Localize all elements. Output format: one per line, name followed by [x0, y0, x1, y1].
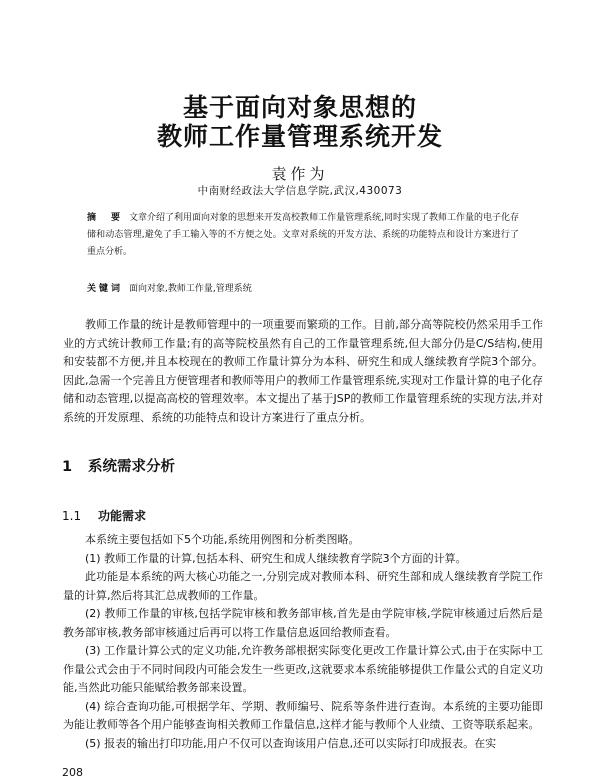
section-title: 系统需求分析 — [88, 459, 175, 475]
abstract-label: 摘 要 — [87, 213, 124, 223]
section-number: 1 — [62, 459, 73, 475]
body-paragraph: 本系统主要包括如下5个功能,系统用例图和分析类图略。 — [85, 533, 360, 546]
subsection-number: 1.1 — [62, 509, 82, 523]
affiliation: 中南财经政法大学信息学院,武汉,430073 — [197, 185, 403, 197]
body-paragraph: (5) 报表的输出打印功能,用户不仅可以查询该用户信息,还可以实际打印成报表。在实 — [85, 736, 497, 750]
keywords — [87, 281, 519, 298]
keywords-text: 面向对象,教师工作量,管理系统 — [129, 284, 252, 294]
subsection-heading — [62, 507, 146, 524]
body-paragraph: (2) 教师工作量的审核,包括学院审核和教务部审核,首先是由学院审核,学院审核通过后然后是教务部审核,教务部审核通过后再可以将工作量信息返回给教师查看。 — [63, 607, 543, 639]
keywords-label: 关键词 — [87, 284, 124, 294]
body-paragraph: (3) 工作量计算公式的定义功能,允许教务部根据实际变化更改工作量计算公式,由于在实际中工作量公式会由于不同时间段内可能会发生一些更改,这就要求本系统能够提供工作量公式的自定义功能,当然此功能只能赋给教务部来设置。 — [63, 644, 543, 694]
title-line-2: 教师工作量管理系统开发 — [156, 122, 443, 151]
subsection-title: 功能需求 — [98, 509, 147, 523]
author: 袁作为 — [271, 165, 329, 183]
body-paragraph: (4) 综合查询功能,可根据学年、学期、教师编号、院系等条件进行查询。本系统的主要功能即为能让教师等各个用户能够查询相关教师工作量信息,这样才能与教师个人业绩、工资等联系起来。 — [63, 699, 543, 731]
title-line-1: 基于面向对象思想的 — [182, 93, 417, 122]
section-heading — [62, 455, 175, 476]
abstract — [87, 210, 519, 261]
intro-paragraph: 教师工作量的统计是教师管理中的一项重要而繁琐的工作。目前,部分高等院校仍然采用手工作业的方式统计教师工作量;有的高等院校虽然有自己的工作量管理系统,但大部分仍是C/S结构,使用和安装都不方便,并且本校现在的教师工作量计算分为本科、研究生和成人继续教育学院3个部分。因此,急需一个完善且方便管理者和教师等用户的教师工作量管理系统,实现对工作量计算的电子化存储和动态管理,以提高高校的管理效率。本文提出了基于JSP的教师工作量管理系统的实现方法,并对系统的开发原理、系统的功能特点和设计方案进行了重点分析。 — [63, 318, 543, 424]
body-paragraph: 此功能是本系统的两大核心功能之一,分别完成对教师本科、研究生部和成人继续教育学院工作量的计算,然后将其汇总成教师的工作量。 — [63, 570, 543, 602]
body-paragraph: (1) 教师工作量的计算,包括本科、研究生和成人继续教育学院3个方面的计算。 — [85, 551, 467, 565]
abstract-text: 文章介绍了利用面向对象的思想来开发高校教师工作量管理系统,同时实现了教师工作量的电子化存储和动态管理,避免了手工输入等的不方便之处。文章对系统的开发方法、系统的功能特点和设计方案进行了重点分析。 — [87, 213, 519, 257]
page-number: 208 — [62, 766, 83, 779]
section-body — [63, 531, 543, 753]
